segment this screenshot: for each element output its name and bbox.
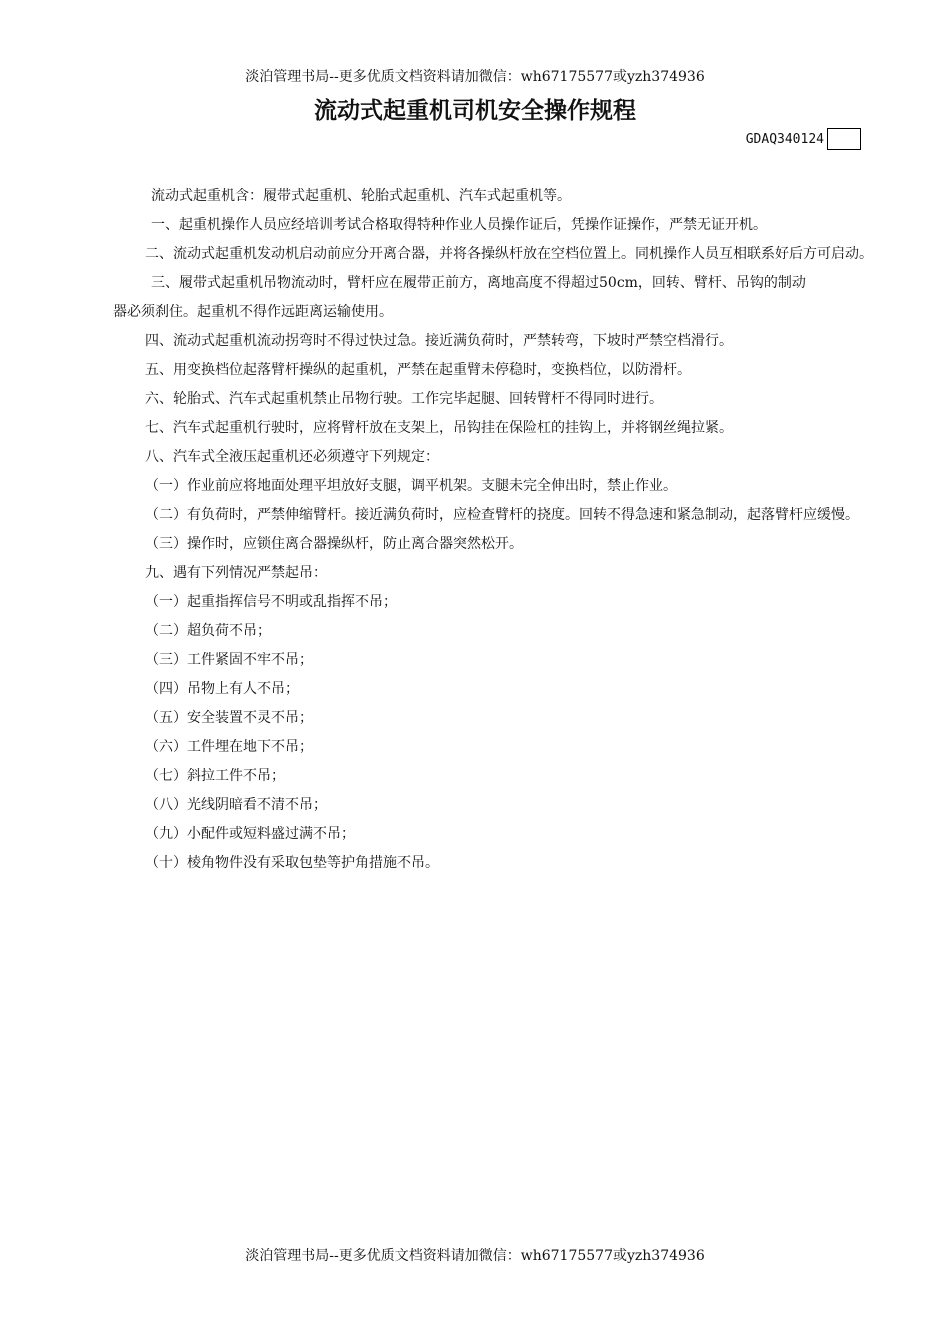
rule-9-item: （一）起重指挥信号不明或乱指挥不吊； (145, 594, 397, 610)
rule-9: 九、遇有下列情况严禁起吊： (145, 565, 327, 581)
rule-3-part-1: 三、履带式起重机吊物流动时，臂杆应在履带正前方，离地高度不得超过50cm，回转、臂杆、吊钩的制动 (151, 275, 806, 291)
page-footer-note: 淡泊管理书局--更多优质文档资料请加微信：wh67175577或yzh374936 (245, 1248, 705, 1264)
intro-paragraph: 流动式起重机含：履带式起重机、轮胎式起重机、汽车式起重机等。 (151, 188, 571, 204)
rule-9-item: （六）工件埋在地下不吊； (145, 739, 313, 755)
rule-5: 五、用变换档位起落臂杆操纵的起重机，严禁在起重臂未停稳时，变换档位，以防滑杆。 (145, 362, 691, 378)
rule-3-part-2: 器必须刹住。起重机不得作远距离运输使用。 (113, 304, 393, 320)
rule-6: 六、轮胎式、汽车式起重机禁止吊物行驶。工作完毕起腿、回转臂杆不得同时进行。 (145, 391, 663, 407)
rule-9-item: （三）工件紧固不牢不吊； (145, 652, 313, 668)
page-header-note: 淡泊管理书局--更多优质文档资料请加微信：wh67175577或yzh374936 (245, 69, 705, 85)
rule-9-item: （十）棱角物件没有采取包垫等护角措施不吊。 (145, 855, 439, 871)
rule-8: 八、汽车式全液压起重机还必须遵守下列规定： (145, 449, 439, 465)
document-body (113, 182, 887, 878)
document-code-text: GDAQ340124 (745, 131, 824, 147)
rule-9-item: （二）超负荷不吊； (145, 623, 271, 639)
rule-2: 二、流动式起重机发动机启动前应分开离合器，并将各操纵杆放在空档位置上。同机操作人员互相联系好后方可启动。 (145, 246, 873, 262)
rule-8-item-2: （二）有负荷时，严禁伸缩臂杆。接近满负荷时，应检查臂杆的挠度。回转不得急速和紧急制动，起落臂杆应缓慢。 (145, 507, 859, 523)
rule-9-item: （四）吊物上有人不吊； (145, 681, 299, 697)
document-code-box (827, 128, 861, 150)
rule-9-item: （八）光线阴暗看不清不吊； (145, 797, 327, 813)
rule-1: 一、起重机操作人员应经培训考试合格取得特种作业人员操作证后，凭操作证操作，严禁无证开机。 (151, 217, 767, 233)
document-code (746, 128, 861, 150)
rule-7: 七、汽车式起重机行驶时，应将臂杆放在支架上，吊钩挂在保险杠的挂钩上，并将钢丝绳拉紧。 (145, 420, 733, 436)
rule-9-item: （五）安全装置不灵不吊； (145, 710, 313, 726)
document-title: 流动式起重机司机安全操作规程 (314, 98, 636, 124)
rule-9-item: （七）斜拉工件不吊； (145, 768, 285, 784)
rule-8-item-3: （三）操作时，应锁住离合器操纵杆，防止离合器突然松开。 (145, 536, 523, 552)
rule-4: 四、流动式起重机流动拐弯时不得过快过急。接近满负荷时，严禁转弯，下坡时严禁空档滑行。 (145, 333, 733, 349)
rule-8-item-1: （一）作业前应将地面处理平坦放好支腿，调平机架。支腿未完全伸出时，禁止作业。 (145, 478, 677, 494)
rule-9-item: （九）小配件或短料盛过满不吊； (145, 826, 355, 842)
